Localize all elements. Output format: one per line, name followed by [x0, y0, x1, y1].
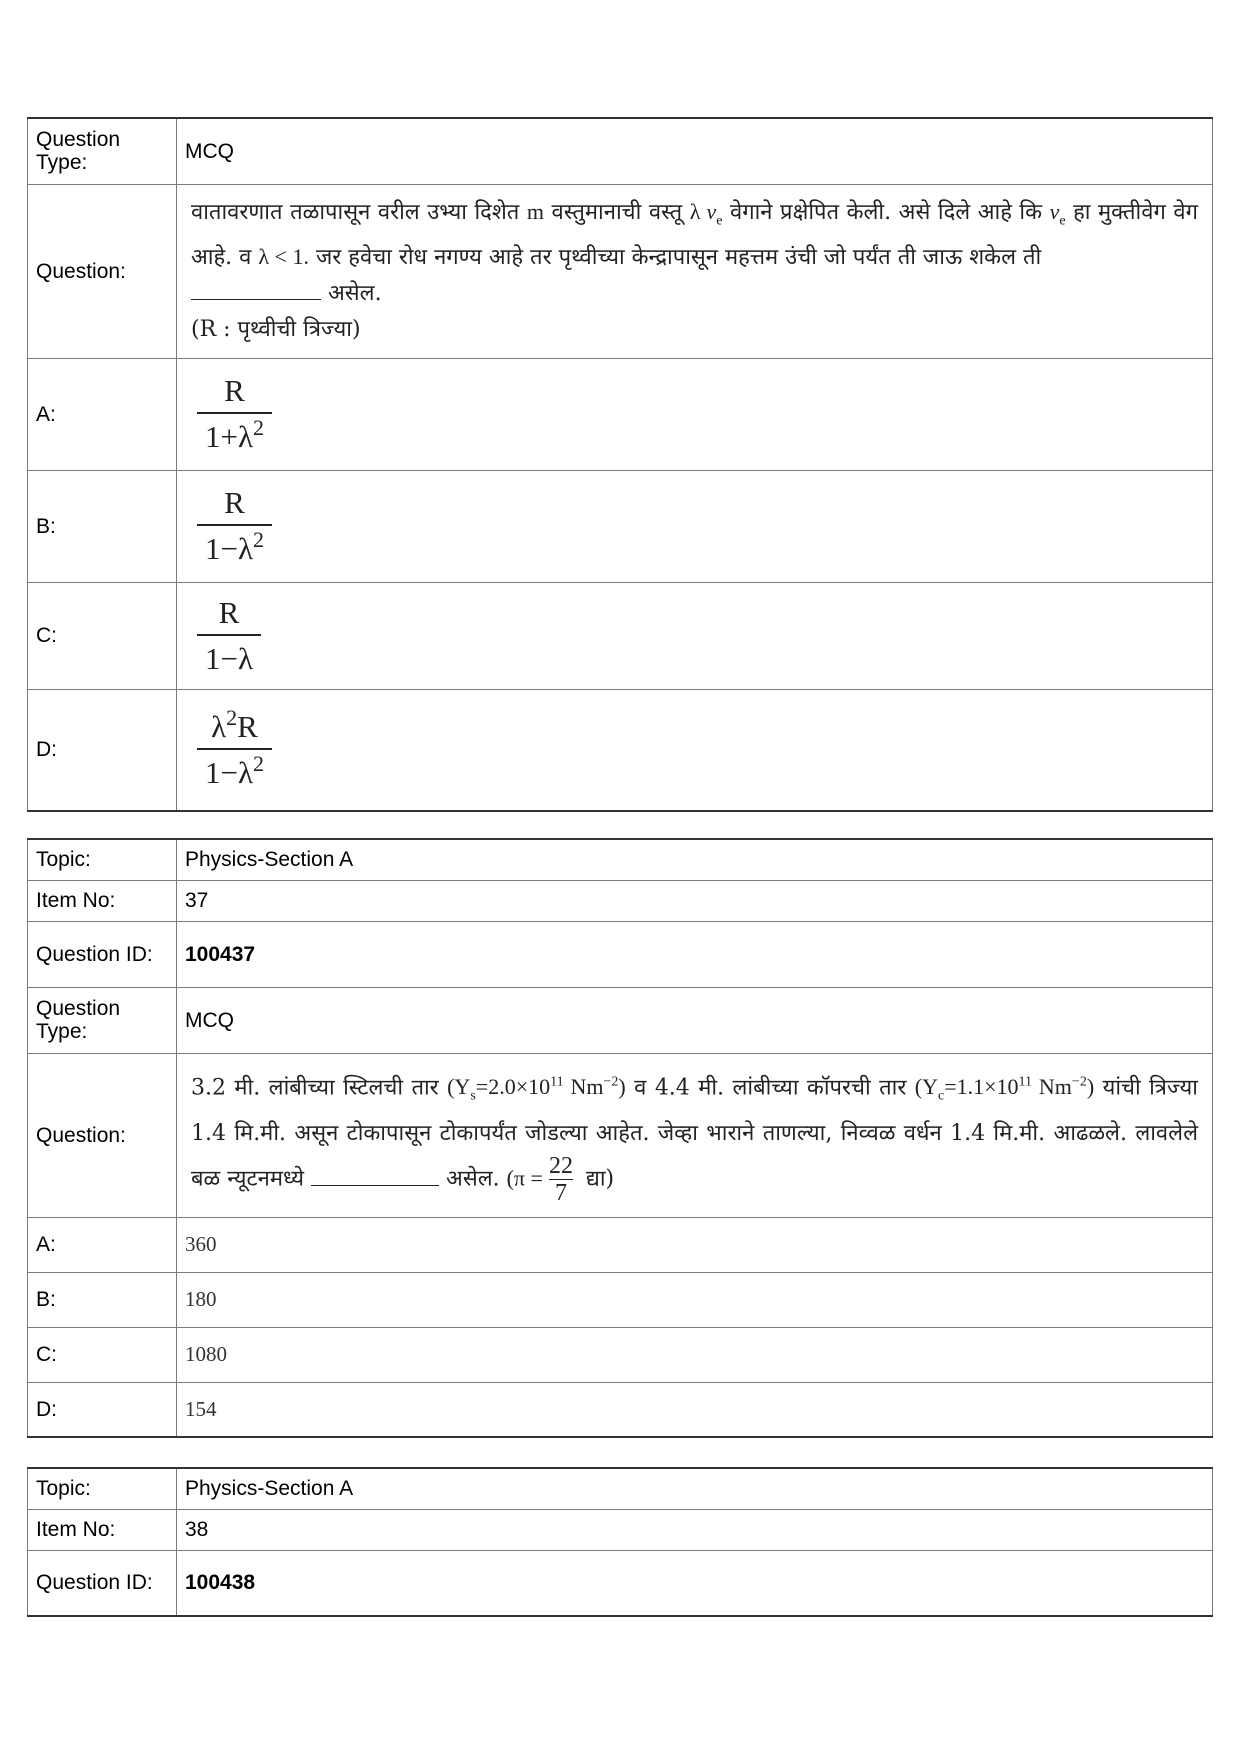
option-d-label: D:: [28, 1382, 177, 1437]
question-id-value: 100438: [177, 1550, 1213, 1616]
option-b-label: B:: [28, 1272, 177, 1327]
question-text-part: व 4.4 मी. लांबीच्या कॉपरची तार: [634, 1074, 907, 1100]
item-no-label: Item No:: [28, 1509, 177, 1550]
question-text-part: 3.2 मी. लांबीच्या स्टिलची तार: [191, 1074, 439, 1100]
question-label: Question:: [28, 184, 177, 358]
topic-value: Physics-Section A: [177, 1468, 1213, 1509]
question-id-value: 100437: [177, 921, 1213, 987]
option-c-value: 1080: [177, 1327, 1213, 1382]
topic-value: Physics-Section A: [177, 839, 1213, 880]
option-d-label: D:: [28, 689, 177, 811]
item-no-value: 37: [177, 880, 1213, 921]
math-symbol: (π =: [506, 1165, 543, 1191]
numerator: R: [224, 373, 245, 408]
pi-fraction: [549, 1153, 573, 1206]
question-label: Question:: [28, 1053, 177, 1217]
question-body: [191, 1064, 1198, 1207]
answer-blank: [191, 279, 321, 300]
option-b-value: 180: [177, 1272, 1213, 1327]
option-c-label: C:: [28, 582, 177, 689]
question-text-part: वस्तुमानाची वस्तू: [551, 199, 683, 225]
option-d-value: 154: [177, 1382, 1213, 1437]
option-a-value: 360: [177, 1217, 1213, 1272]
question-text-part: असेल.: [328, 281, 382, 307]
question-text-part: वेगाने प्रक्षेपित केली. असे दिले आहे कि: [729, 199, 1043, 225]
denominator: $1-\lambda^2$: [205, 750, 265, 790]
question-text-part: द्या): [585, 1166, 615, 1192]
option-b-label: B:: [28, 470, 177, 582]
question-text: [177, 1053, 1213, 1217]
denominator: $1-\lambda^2$: [205, 527, 265, 566]
question-type-value: MCQ: [177, 118, 1213, 184]
question-id-label: Question ID:: [28, 1550, 177, 1616]
math-expression: ($Y_c=1.1\times 10^{11}$ $Nm^{-2}$): [914, 1073, 1095, 1104]
math-symbol: m: [526, 198, 544, 224]
answer-blank: [311, 1165, 439, 1186]
item-no-label: Item No:: [28, 880, 177, 921]
fraction: [197, 596, 261, 676]
question-37-table: [27, 838, 1213, 1438]
denominator: 1−λ: [205, 640, 254, 676]
question-body: [191, 194, 1198, 348]
question-text-part: हा मुक्तीवेग वेग आहे. व: [191, 199, 1198, 271]
math-symbol: $v_e$: [1049, 198, 1066, 229]
topic-label: Topic:: [28, 1468, 177, 1509]
option-c-value: [177, 582, 1213, 689]
option-b-value: [177, 470, 1213, 582]
question-type-value: MCQ: [177, 987, 1213, 1053]
question-type-label: Question Type:: [28, 987, 177, 1053]
option-d-value: [177, 689, 1213, 811]
denominator: 7: [554, 1180, 567, 1207]
numerator: R: [224, 485, 245, 520]
question-38-table: [27, 1467, 1213, 1617]
question-text-part: यांची त्रिज्या 1.4 मि.मी. असून टोकापासून टोकापर्यंत जोडल्या आहेत. जेव्हा भाराने ताणल्या, निव्वळ वर्धन 1.4 मि.मी. आढळले. लावलेले बळ न्यूटनमध्ये: [191, 1074, 1198, 1192]
question-36-table: [27, 117, 1213, 812]
topic-label: Topic:: [28, 839, 177, 880]
question-text: [177, 184, 1213, 358]
numerator: R: [218, 594, 240, 630]
option-a-value: [177, 358, 1213, 470]
denominator: $1+\lambda^2$: [205, 415, 265, 454]
option-c-label: C:: [28, 1327, 177, 1382]
math-symbol: λ < 1.: [258, 244, 309, 270]
fraction: [197, 486, 272, 566]
fraction: [197, 704, 272, 790]
option-a-label: A:: [28, 1217, 177, 1272]
item-no-value: 38: [177, 1509, 1213, 1550]
math-symbol: λ $v_e$: [689, 198, 723, 229]
question-text-part: असेल.: [446, 1166, 500, 1192]
numerator: $\lambda^2R$: [211, 704, 258, 744]
numerator: 22: [548, 1153, 573, 1180]
question-text-part: जर हवेचा रोध नगण्य आहे तर पृथ्वीच्या केन्द्रापासून महत्तम उंची जो पर्यंत ती जाऊ शकेल ती: [315, 245, 1042, 271]
question-note: (R : पृथ्वीची त्रिज्या): [191, 317, 361, 343]
question-id-label: Question ID:: [28, 921, 177, 987]
question-text-part: वातावरणात तळापासून वरील उभ्या दिशेत: [191, 199, 520, 225]
option-a-label: A:: [28, 358, 177, 470]
fraction: [197, 374, 272, 454]
math-expression: ($Y_s=2.0\times 10^{11}$ $Nm^{-2}$): [447, 1073, 626, 1104]
question-type-label: Question Type:: [28, 118, 177, 184]
